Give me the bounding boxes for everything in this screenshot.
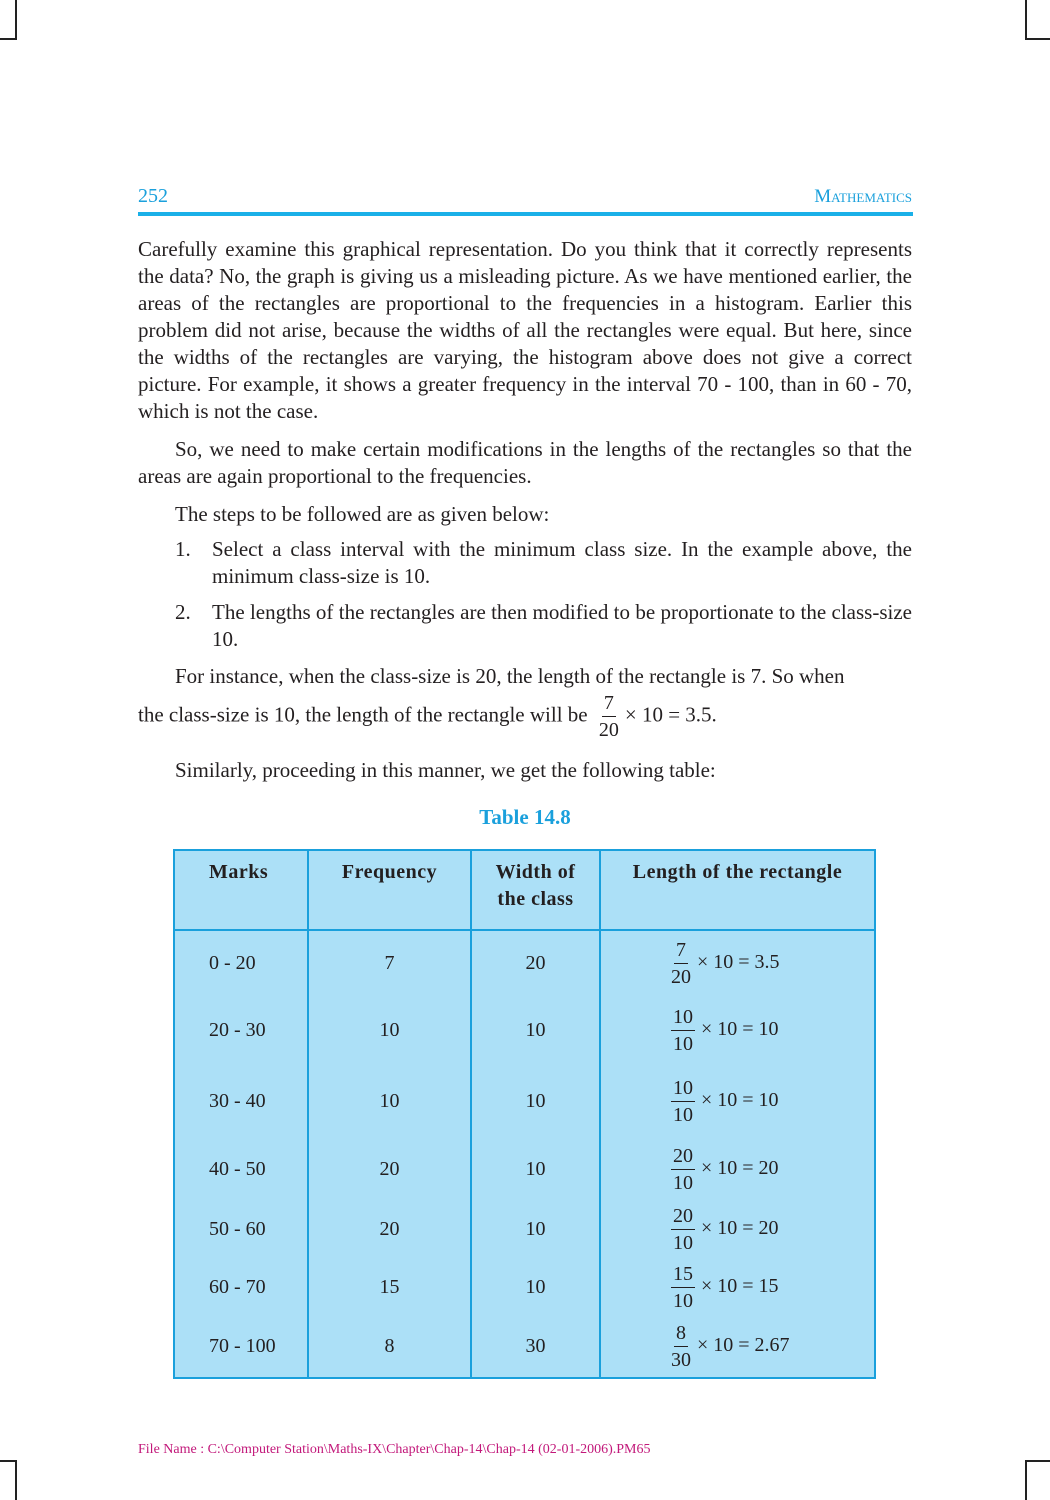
- width-cell: 10: [471, 1138, 600, 1200]
- length-cell: [600, 1138, 875, 1200]
- crop-mark: [1025, 1460, 1050, 1462]
- denominator: 10: [673, 1032, 693, 1055]
- frequency-cell: 15: [308, 1258, 471, 1316]
- column-header: Length of the rectangle: [600, 850, 875, 930]
- paragraph: The steps to be followed are as given below:: [175, 502, 550, 526]
- table-row: [174, 996, 875, 1064]
- crop-mark: [0, 38, 17, 40]
- numerator: 7: [602, 693, 616, 717]
- marks-cell: 0 - 20: [174, 930, 308, 996]
- length-result: × 10 = 2.67: [697, 1334, 790, 1357]
- length-cell: [600, 1316, 875, 1378]
- table-row: [174, 930, 875, 996]
- length-result: × 10 = 20: [701, 1156, 779, 1179]
- frequency-cell: 10: [308, 996, 471, 1064]
- frequency-cell: 8: [308, 1316, 471, 1378]
- marks-cell: 70 - 100: [174, 1316, 308, 1378]
- width-cell: 10: [471, 1258, 600, 1316]
- list-item: [175, 599, 912, 653]
- width-cell: 10: [471, 996, 600, 1064]
- fraction: [671, 1264, 695, 1311]
- table-row: [174, 1138, 875, 1200]
- fraction: [671, 1146, 695, 1193]
- paragraph: [138, 693, 912, 740]
- paragraph: So, we need to make certain modifications in the lengths of the rectangles so that the areas are again proportional to the frequencies.: [138, 437, 912, 488]
- length-cell: [600, 930, 875, 996]
- crop-mark: [0, 1460, 17, 1462]
- width-cell: 20: [471, 930, 600, 996]
- denominator: 20: [671, 966, 691, 988]
- crop-mark: [1025, 38, 1050, 40]
- numerator: 10: [671, 1007, 695, 1031]
- marks-cell: 40 - 50: [174, 1138, 308, 1200]
- paragraph: Similarly, proceeding in this manner, we get the following table:: [175, 758, 716, 782]
- crop-mark: [1025, 0, 1027, 40]
- length-result: × 10 = 3.5: [697, 951, 780, 974]
- length-cell: [600, 1064, 875, 1138]
- width-cell: 10: [471, 1064, 600, 1138]
- width-cell: 30: [471, 1316, 600, 1378]
- table-header-row: [174, 850, 875, 930]
- list-text: Select a class interval with the minimum class size. In the example above, the minimum class-size is 10.: [212, 537, 912, 588]
- denominator: 30: [671, 1349, 691, 1371]
- frequency-cell: 7: [308, 930, 471, 996]
- crop-mark: [1025, 1460, 1027, 1500]
- list-number: 1.: [175, 537, 191, 561]
- numerator: 7: [674, 940, 688, 964]
- denominator: 10: [673, 1289, 693, 1312]
- header-rule: [138, 212, 913, 216]
- fraction: [671, 1323, 691, 1370]
- data-table: [173, 849, 876, 1379]
- denominator: 10: [673, 1171, 693, 1194]
- crop-mark: [15, 1460, 17, 1500]
- numerator: 15: [671, 1264, 695, 1288]
- table-row: [174, 1064, 875, 1138]
- length-cell: [600, 996, 875, 1064]
- length-result: × 10 = 20: [701, 1216, 779, 1239]
- list-item: [175, 536, 912, 590]
- column-header: Width of the class: [471, 850, 600, 930]
- crop-mark: [15, 0, 17, 40]
- paragraph: Carefully examine this graphical representation. Do you think that it correctly represents the data? No, the graph is giving us a misleading picture. As we have mentioned earlier, the areas of the rectangles are proportional to the frequencies in a histogram. Earlier this problem did not arise, because the widths of all the rectangles were equal. But here, since the widths of the rectangles are varying, the histogram above does not give a correct picture. For example, it shows a greater frequency in the interval 70 - 100, than in 60 - 70, which is not the case.: [138, 237, 912, 423]
- running-header: Mathematics: [814, 186, 912, 207]
- numerator: 8: [674, 1323, 688, 1347]
- marks-cell: 50 - 60: [174, 1200, 308, 1258]
- length-cell: [600, 1258, 875, 1316]
- paragraph: For instance, when the class-size is 20, the length of the rectangle is 7. So when: [175, 664, 845, 688]
- marks-cell: 20 - 30: [174, 996, 308, 1064]
- table-row: [174, 1316, 875, 1378]
- length-result: × 10 = 10: [701, 1088, 779, 1111]
- fraction: [599, 693, 619, 740]
- fraction: [671, 1078, 695, 1125]
- column-header: Marks: [174, 850, 308, 930]
- denominator: 10: [673, 1103, 693, 1126]
- fraction: [671, 1206, 695, 1253]
- length-cell: [600, 1200, 875, 1258]
- list-number: 2.: [175, 600, 191, 624]
- paragraph-text: the class-size is 10, the length of the rectangle will be: [138, 702, 588, 727]
- fraction: [671, 940, 691, 987]
- numerator: 20: [671, 1206, 695, 1230]
- marks-cell: 60 - 70: [174, 1258, 308, 1316]
- numerator: 20: [671, 1146, 695, 1170]
- length-result: × 10 = 10: [701, 1017, 779, 1040]
- frequency-cell: 20: [308, 1138, 471, 1200]
- column-header: Frequency: [308, 850, 471, 930]
- width-cell: 10: [471, 1200, 600, 1258]
- numerator: 10: [671, 1078, 695, 1102]
- frequency-cell: 20: [308, 1200, 471, 1258]
- page-number: 252: [138, 185, 168, 207]
- fraction: [671, 1007, 695, 1054]
- marks-cell: 30 - 40: [174, 1064, 308, 1138]
- table-caption: Table 14.8: [479, 805, 571, 829]
- length-result: × 10 = 15: [701, 1274, 779, 1297]
- table-row: [174, 1258, 875, 1316]
- list-text: The lengths of the rectangles are then modified to be proportionate to the class-size 10.: [212, 600, 912, 651]
- denominator: 20: [598, 719, 619, 741]
- file-name-footer: File Name : C:\Computer Station\Maths-IX\Chapter\Chap-14\Chap-14 (02-01-2006).PM65: [138, 1442, 651, 1457]
- table-row: [174, 1200, 875, 1258]
- denominator: 10: [673, 1231, 693, 1254]
- frequency-cell: 10: [308, 1064, 471, 1138]
- fraction-rest: × 10 = 3.5.: [624, 702, 717, 727]
